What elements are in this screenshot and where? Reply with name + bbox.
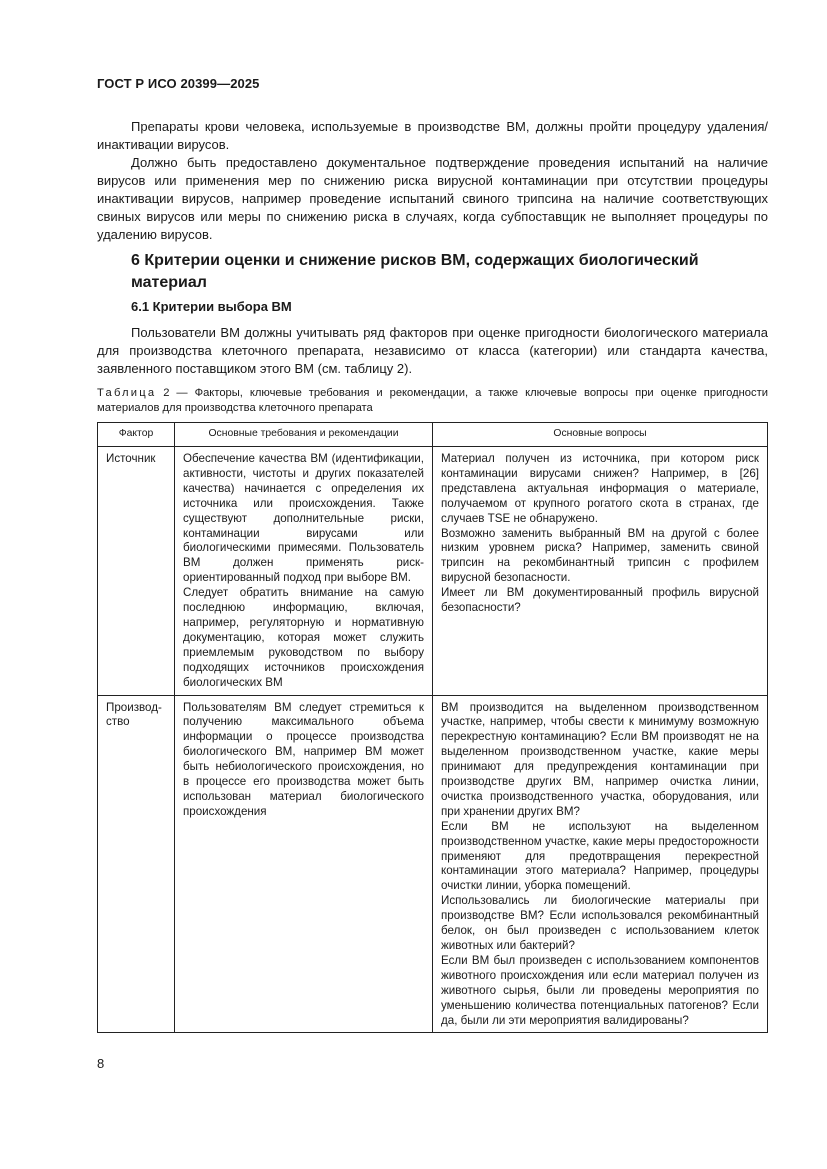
header-questions: Основные вопросы xyxy=(433,423,768,447)
section-6-title: 6 Критерии оценки и снижение рисков ВМ, содержащих биологический материал xyxy=(131,252,699,291)
requirements-line: Обеспечение качества ВМ (идентификации, активности, чистоты и других показателей качества) начинается с определения их источника или происхождения. Также существуют дополнительные риски, контаминации вирусами или биологическими примесями. Пользователь ВМ должен применять риск-ориентированный подход при выборе ВМ. xyxy=(183,452,424,585)
requirements-line: Пользователям ВМ следует стремиться к получению максимального объема информации о процессе производства биологического ВМ, например ВМ может быть небиологического происхождения, но в процессе его производства может быть использован материал биологического происхождения xyxy=(183,700,424,818)
question-line: Если ВМ не используют на выделенном производственном участке, какие меры предосторожности применяют для предотвращения перекрестной контаминации этого материала? Например, процедуры очистки линии, уборка помещений. xyxy=(441,819,759,893)
section-6-1-title: 6.1 Критерии выбора ВМ xyxy=(131,299,292,314)
table-row xyxy=(98,447,768,696)
question-line: Материал получен из источника, при котором риск контаминации вирусами снижен? Например, в [26] представлена актуальная информация о материале, получаемом от крупного рогатого скота в странах, где случаев TSE не обнаружено. xyxy=(441,452,759,525)
question-line: ВМ производится на выделенном производственном участке, например, чтобы свести к минимуму возможную перекрестную контаминацию? Если ВМ производят не на выделенном производственном участке, какие меры принимают для предупреждения контаминации при производстве других ВМ, например очистка линии, очистка производственного участка, оборудования, или при хранении других ВМ? xyxy=(441,700,759,818)
factor-cell: Производ- ство xyxy=(98,695,175,1033)
question-line: Если ВМ был произведен с использованием компонентов животного происхождения или если материал получен из животного сырья, были ли проведены мероприятия по уменьшению количества потенциальных патогенов? Если да, были ли эти мероприятия валидированы? xyxy=(441,953,759,1027)
document-code-header: ГОСТ Р ИСО 20399—2025 xyxy=(97,76,260,91)
intro-paragraph-2: Должно быть предоставлено документальное подтверждение проведения испытаний на наличие вирусов или применения мер по снижению риска вирусной контаминации при отсутствии процедуры инактивации вирусов, например проведение испытаний свиного трипсина на наличие соответствующих свиных вирусов или меры по снижению риска в случаях, когда субпоставщик не выполняет процедуры по удалению вирусов. xyxy=(97,155,768,242)
table-caption-text: 2 — Факторы, ключевые требования и рекомендации, а также ключевые вопросы при оценке пригодности материалов для производства клеточного препарата xyxy=(97,387,768,414)
section-6-1-paragraph: Пользователи ВМ должны учитывать ряд факторов при оценке пригодности биологического материала для производства клеточного препарата, независимо от класса (категории) или стандарта качества, заявленного поставщиком этого ВМ (см. таблицу 2). xyxy=(97,325,768,376)
table-row xyxy=(98,695,768,1033)
factor-cell: Источник xyxy=(98,447,175,696)
questions-cell xyxy=(433,695,768,1033)
question-line: Возможно заменить выбранный ВМ на другой с более низким уровнем риска? Например, заменить свиной трипсин на рекомбинантный трипсин с профилем вирусной безопасности. xyxy=(441,526,759,585)
table-2 xyxy=(97,422,768,1033)
intro-paragraph-1: Препараты крови человека, используемые в производстве ВМ, должны пройти процедуру удаления/инактивации вирусов. xyxy=(97,119,768,152)
table-header-row xyxy=(98,423,768,447)
requirements-cell xyxy=(175,695,433,1033)
page-number: 8 xyxy=(97,1056,105,1071)
questions-cell xyxy=(433,447,768,696)
requirements-line: Следует обратить внимание на самую последнюю информацию, включая, например, регуляторную и нормативную документацию, которая может служить приемлемым руководством по выбору подходящих источников происхождения биологических ВМ xyxy=(183,586,424,689)
table-caption-label: Таблица xyxy=(97,387,157,399)
question-line: Имеет ли ВМ документированный профиль вирусной безопасности? xyxy=(441,586,759,615)
table-2-caption xyxy=(97,386,768,416)
requirements-cell xyxy=(175,447,433,696)
header-requirements: Основные требования и рекомендации xyxy=(175,423,433,447)
header-factor: Фактор xyxy=(98,423,175,447)
question-line: Использовались ли биологические материалы при производстве ВМ? Если использовался рекомбинантный белок, он был произведен с использованием клеток животных или бактерий? xyxy=(441,894,759,952)
